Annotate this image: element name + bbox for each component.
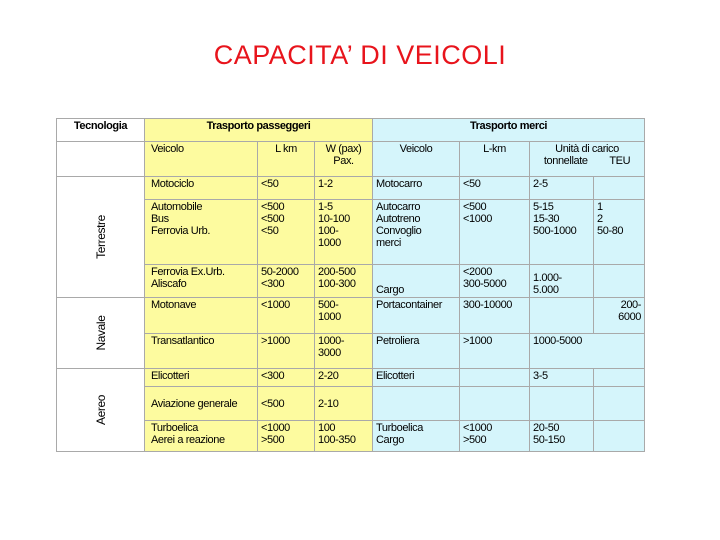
category-label: Navale xyxy=(93,315,108,351)
cell-pass-wpax: 2-20 xyxy=(315,368,373,387)
cell-freight-teu xyxy=(594,264,645,297)
table-row xyxy=(57,334,645,368)
line: 2 xyxy=(597,213,603,226)
line: Turboelica xyxy=(151,421,198,434)
cell-pass-lkm: <50 xyxy=(258,177,315,200)
line: 5-15 xyxy=(533,201,554,214)
cell-freight-lkm xyxy=(460,200,530,265)
line: Ferrovia Ex.Urb. xyxy=(151,265,225,278)
line: 1000 xyxy=(318,237,341,250)
cell-freight-vehicle: Portacontainer xyxy=(373,297,460,333)
line: <50 xyxy=(261,225,279,238)
cell-freight-vehicle xyxy=(373,200,460,265)
line: <1000 xyxy=(261,421,290,434)
line: merci xyxy=(376,237,401,250)
line: 10-100 xyxy=(318,213,350,226)
line: 200-500 xyxy=(318,265,356,278)
line: 1 xyxy=(597,201,603,214)
cell-freight-teu xyxy=(594,420,645,451)
line: <2000 xyxy=(463,265,492,278)
header-empty xyxy=(57,141,145,176)
line: 500- xyxy=(318,298,339,311)
line: 20-50 xyxy=(533,421,560,434)
line: Autocarro xyxy=(376,201,421,214)
cell-pass-wpax xyxy=(315,420,373,451)
line: Cargo xyxy=(376,433,404,446)
cell-pass-wpax: 2-10 xyxy=(315,387,373,420)
line: Turboelica xyxy=(376,421,423,434)
line: 50-2000 xyxy=(261,265,299,278)
cell-freight-ton: 3-5 xyxy=(530,368,594,387)
header-l-km-merci: L-km xyxy=(460,141,530,176)
line: 100 xyxy=(318,421,336,434)
line: <500 xyxy=(261,201,285,214)
line: 100-350 xyxy=(318,433,356,446)
line: Bus xyxy=(151,213,169,226)
cell-freight-ton xyxy=(530,264,594,297)
line: 50-150 xyxy=(533,433,565,446)
cell-pass-wpax xyxy=(315,264,373,297)
line: Convoglio xyxy=(376,225,422,238)
cell-freight-vehicle: Motocarro xyxy=(373,177,460,200)
table-row xyxy=(57,368,645,387)
cell-freight-ton: 2-5 xyxy=(530,177,594,200)
cell-freight-teu xyxy=(594,387,645,420)
line: <300 xyxy=(261,277,285,290)
line: Ferrovia Urb. xyxy=(151,225,210,238)
cell-freight-teu xyxy=(594,368,645,387)
line: >500 xyxy=(261,433,285,446)
line: Automobile xyxy=(151,201,203,214)
table-row xyxy=(57,420,645,451)
line: 1-5 xyxy=(318,201,333,214)
cell-freight-lkm xyxy=(460,387,530,420)
header-w-pax-line1: W (pax) xyxy=(325,142,362,155)
cell-pass-vehicle: Motonave xyxy=(145,297,258,333)
cell-pass-lkm xyxy=(258,264,315,297)
line: 50-80 xyxy=(597,225,624,238)
cell-freight-vehicle: Cargo xyxy=(373,264,460,297)
line: 6000 xyxy=(618,310,642,323)
header-tonnellate: tonnellate xyxy=(543,154,588,167)
cell-pass-lkm xyxy=(258,200,315,265)
line: <1000 xyxy=(463,421,492,434)
line: 1000 xyxy=(318,310,341,323)
header-trasporto-merci: Trasporto merci xyxy=(373,119,645,142)
category-terrestre xyxy=(57,177,145,298)
line: <500 xyxy=(261,213,285,226)
line: >500 xyxy=(463,433,487,446)
cell-pass-wpax xyxy=(315,334,373,368)
header-w-pax-line2: Pax. xyxy=(333,154,354,167)
cell-pass-lkm: <500 xyxy=(258,387,315,420)
header-veicolo-merci: Veicolo xyxy=(373,141,460,176)
cell-freight-vehicle: Elicotteri xyxy=(373,368,460,387)
header-teu: TEU xyxy=(609,154,631,167)
line: 100-300 xyxy=(318,277,356,290)
line: 100- xyxy=(318,225,339,238)
category-label: Aereo xyxy=(93,394,108,425)
cell-freight-lkm xyxy=(460,420,530,451)
line: 300-5000 xyxy=(463,277,507,290)
cell-pass-lkm xyxy=(258,420,315,451)
cell-freight-lkm: 300-10000 xyxy=(460,297,530,333)
header-veicolo-passeggeri: Veicolo xyxy=(145,141,258,176)
line: <1000 xyxy=(463,213,492,226)
cell-pass-wpax: 1-2 xyxy=(315,177,373,200)
table-row xyxy=(57,297,645,333)
cell-pass-vehicle: Motociclo xyxy=(145,177,258,200)
cell-pass-wpax xyxy=(315,297,373,333)
cell-freight-ton xyxy=(530,297,594,333)
cell-pass-vehicle: Transatlantico xyxy=(145,334,258,368)
cell-freight-ton xyxy=(530,200,594,265)
cell-pass-vehicle xyxy=(145,200,258,265)
cell-freight-lkm: >1000 xyxy=(460,334,530,368)
line: 200- xyxy=(620,298,642,311)
line: <500 xyxy=(463,201,487,214)
cell-pass-lkm: <1000 xyxy=(258,297,315,333)
table-row xyxy=(57,200,645,265)
cell-freight-lkm: <50 xyxy=(460,177,530,200)
cell-freight-vehicle xyxy=(373,387,460,420)
category-label: Terrestre xyxy=(93,215,108,259)
cell-freight-ton xyxy=(530,387,594,420)
cell-freight-teu xyxy=(594,297,645,333)
cell-freight-lkm xyxy=(460,368,530,387)
header-trasporto-passeggeri: Trasporto passeggeri xyxy=(145,119,373,142)
cell-pass-vehicle: Elicotteri xyxy=(145,368,258,387)
line: 15-30 xyxy=(533,213,560,226)
header-unit-subheaders xyxy=(533,155,641,167)
line: 1000- xyxy=(318,335,345,348)
cell-pass-vehicle xyxy=(145,420,258,451)
line: 1.000- xyxy=(533,271,562,284)
page-title: CAPACITA’ DI VEICOLI xyxy=(213,40,507,70)
table-row xyxy=(57,177,645,200)
cell-pass-lkm: >1000 xyxy=(258,334,315,368)
header-unita-di-carico: Unità di carico xyxy=(555,142,619,155)
cell-freight-teu xyxy=(594,177,645,200)
cell-pass-vehicle xyxy=(145,264,258,297)
cell-freight-vehicle xyxy=(373,420,460,451)
line: 5.000 xyxy=(533,283,559,296)
cell-freight-vehicle: Petroliera xyxy=(373,334,460,368)
header-unita-carico xyxy=(530,141,645,176)
line: Aliscafo xyxy=(151,277,187,290)
header-w-pax xyxy=(315,141,373,176)
vehicle-capacity-table xyxy=(56,118,645,452)
cell-pass-wpax xyxy=(315,200,373,265)
line: 3000 xyxy=(318,347,341,360)
cell-freight-ton: 1000-5000 xyxy=(530,334,645,368)
cell-freight-teu xyxy=(594,200,645,265)
cell-freight-ton xyxy=(530,420,594,451)
category-navale xyxy=(57,297,145,368)
header-l-km: L km xyxy=(258,141,315,176)
line: 500-1000 xyxy=(533,225,577,238)
table-row xyxy=(57,387,645,420)
line: Autotreno xyxy=(376,213,421,226)
cell-pass-vehicle: Aviazione generale xyxy=(145,387,258,420)
header-tecnologia: Tecnologia xyxy=(57,119,145,142)
cell-freight-lkm xyxy=(460,264,530,297)
cell-pass-lkm: <300 xyxy=(258,368,315,387)
line: Aerei a reazione xyxy=(151,433,225,446)
table-row xyxy=(57,264,645,297)
category-aereo xyxy=(57,368,145,451)
